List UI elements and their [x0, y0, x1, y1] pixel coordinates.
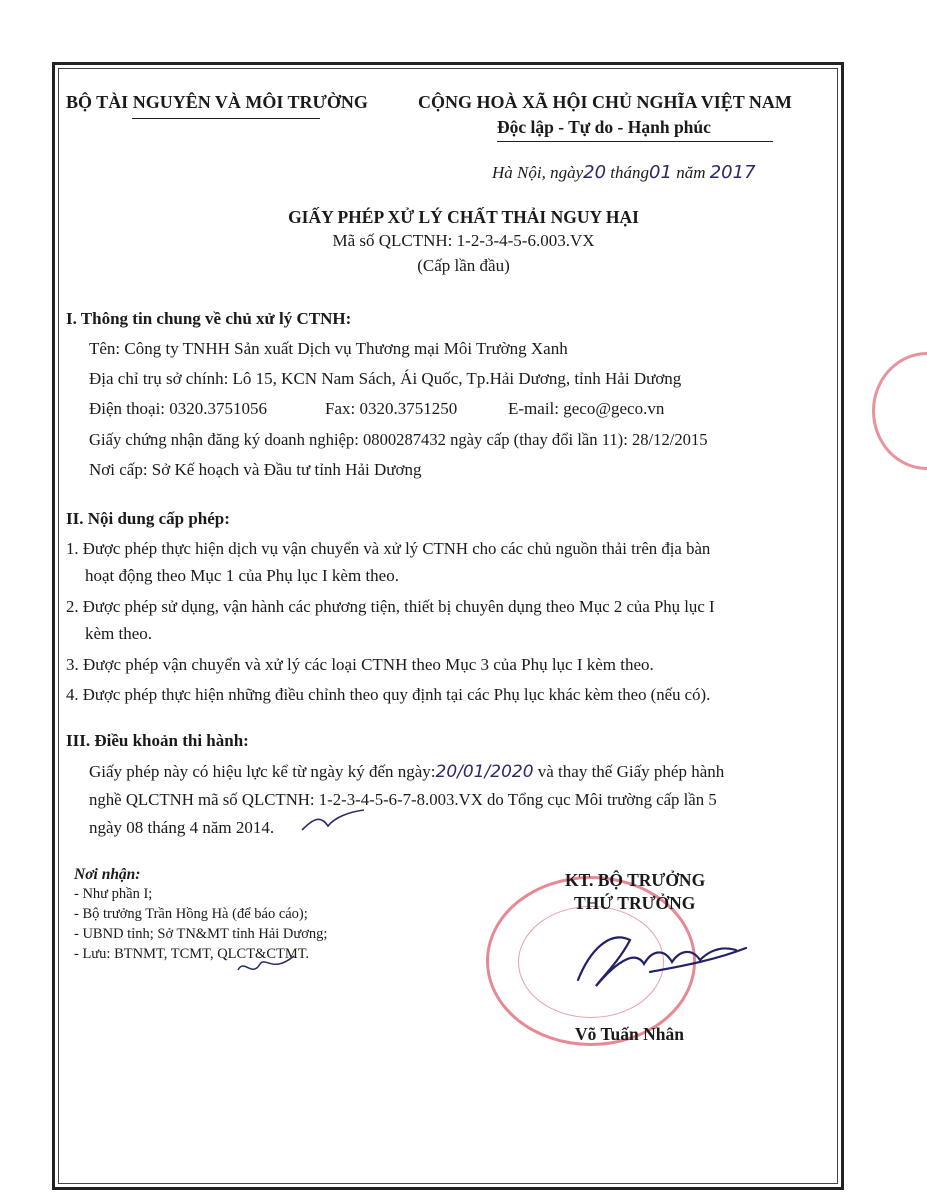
- registration-issuer: Nơi cấp: Sở Kế hoạch và Đầu tư tỉnh Hải Dương: [89, 460, 422, 479]
- signatory-name: Võ Tuấn Nhân: [575, 1024, 684, 1044]
- paraph-mark: [298, 806, 368, 836]
- date-month-label: tháng: [610, 163, 650, 182]
- permit-item-2-line2: kèm theo.: [85, 624, 153, 643]
- validity-prefix: Giấy phép này có hiệu lực kể từ ngày ký đến ngày:: [89, 762, 436, 781]
- permit-item-3: 3. Được phép vận chuyển và xử lý các loại CTNH theo Mục 3 của Phụ lục I kèm theo.: [66, 655, 654, 674]
- ministry-name: BỘ TÀI NGUYÊN VÀ MÔI TRƯỜNG: [66, 92, 368, 112]
- ministry-underline: [132, 118, 320, 119]
- recipient-item: - Bộ trưởng Trần Hồng Hà (để báo cáo);: [74, 906, 308, 922]
- motto-underline: [497, 141, 773, 142]
- company-name: Tên: Công ty TNHH Sản xuất Dịch vụ Thương mại Môi Trường Xanh: [89, 339, 568, 358]
- company-phone: Điện thoại: 0320.3751056: [89, 399, 268, 418]
- validity-line-1: [89, 762, 724, 782]
- date-year-label: năm: [676, 163, 706, 182]
- recipients-paraph: [232, 950, 302, 980]
- company-fax: Fax: 0320.3751250: [325, 399, 458, 418]
- signatory-on-behalf: KT. BỘ TRƯỞNG: [565, 870, 706, 890]
- handwritten-signature: [560, 920, 750, 1000]
- edge-seal-fragment: [872, 352, 927, 470]
- permit-item-1-line2: hoạt động theo Mục 1 của Phụ lục I kèm theo.: [85, 566, 399, 585]
- permit-item-2-line1: 2. Được phép sử dụng, vận hành các phương tiện, thiết bị chuyên dụng theo Mục 2 của Phụ lục I: [66, 597, 715, 616]
- section3-heading: III. Điều khoản thi hành:: [66, 731, 249, 750]
- expiry-date: 20/01/2020: [435, 762, 534, 782]
- validity-line-3: ngày 08 tháng 4 năm 2014.: [89, 818, 275, 837]
- date-month: 01: [649, 162, 672, 183]
- company-address: Địa chỉ trụ sở chính: Lô 15, KCN Nam Sách, Ái Quốc, Tp.Hải Dương, tỉnh Hải Dương: [89, 369, 682, 388]
- validity-suffix: và thay thế Giấy phép hành: [537, 762, 725, 781]
- recipient-item: - UBND tỉnh; Sở TN&MT tỉnh Hải Dương;: [74, 926, 328, 942]
- permit-code: Mã số QLCTNH: 1-2-3-4-5-6.003.VX: [332, 231, 595, 250]
- national-motto: Độc lập - Tự do - Hạnh phúc: [497, 117, 711, 137]
- date-place: Hà Nội, ngày: [492, 163, 584, 182]
- company-email: E-mail: geco@geco.vn: [508, 399, 665, 418]
- recipient-item: - Lưu: BTNMT, TCMT, QLCT&CTMT.: [74, 946, 310, 962]
- validity-line-2: nghề QLCTNH mã số QLCTNH: 1-2-3-4-5-6-7-8.003.VX do Tổng cục Môi trường cấp lần 5: [89, 790, 717, 809]
- date-day: 20: [583, 162, 607, 183]
- issue-number: (Cấp lần đầu): [417, 256, 510, 275]
- date-year: 2017: [709, 162, 756, 183]
- document-title: GIẤY PHÉP XỬ LÝ CHẤT THẢI NGUY HẠI: [288, 207, 639, 227]
- country-name: CỘNG HOÀ XÃ HỘI CHỦ NGHĨA VIỆT NAM: [418, 92, 792, 112]
- section2-heading: II. Nội dung cấp phép:: [66, 509, 230, 528]
- permit-item-4: 4. Được phép thực hiện những điều chỉnh theo quy định tại các Phụ lục khác kèm theo (nếu có).: [66, 685, 711, 704]
- permit-item-1-line1: 1. Được phép thực hiện dịch vụ vận chuyển và xử lý CTNH cho các chủ nguồn thải trên địa bàn: [66, 539, 711, 558]
- recipients-heading: Nơi nhận:: [74, 866, 141, 883]
- section1-heading: I. Thông tin chung về chủ xử lý CTNH:: [66, 309, 352, 328]
- date-line: [492, 163, 756, 183]
- recipient-item: - Như phần I;: [74, 886, 153, 902]
- business-registration: Giấy chứng nhận đăng ký doanh nghiệp: 0800287432 ngày cấp (thay đổi lần 11): 28/12/2015: [89, 430, 708, 449]
- signatory-title: THỨ TRƯỞNG: [574, 893, 696, 913]
